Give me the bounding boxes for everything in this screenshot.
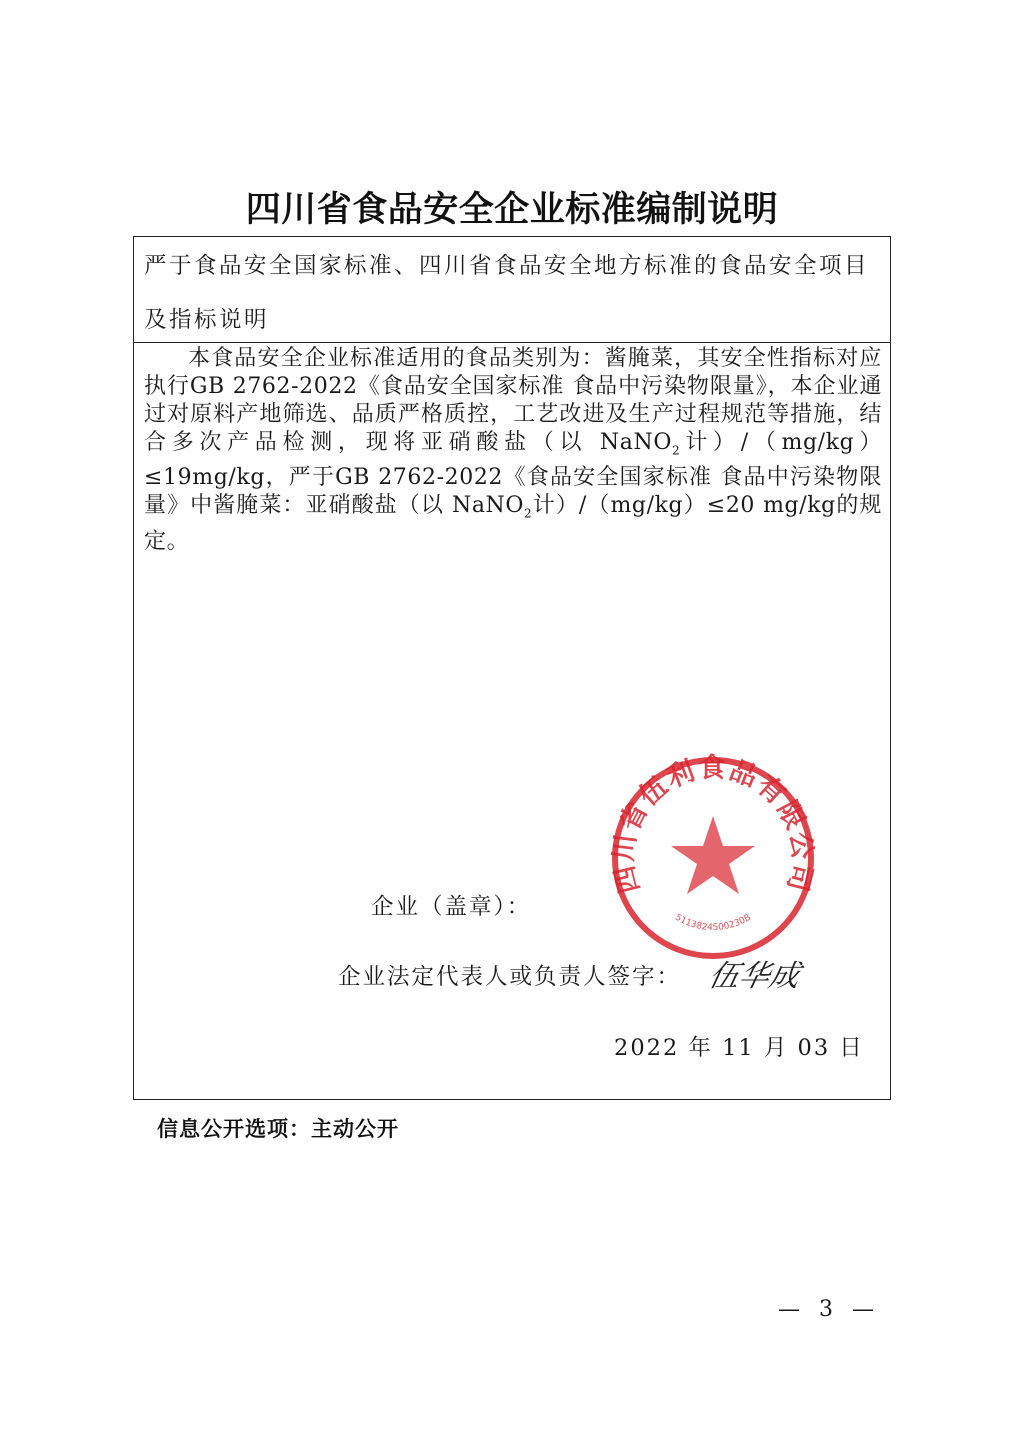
seal-label: 企业（盖章）：	[371, 894, 532, 920]
table-body-cell	[144, 345, 882, 556]
seal-code-text: 5113824500230B	[673, 912, 753, 934]
subscript: 2	[524, 506, 533, 521]
body-text-part1: 本食品安全企业标准适用的食品类别为：酱腌菜，其安全性指标对应执行GB 2762-2022《食品安全国家标准 食品中污染物限量》，本企业通过对原料产地筛选、品质严格质控，工艺改进及生产过程规范等措施，结合多次产品检测，现将亚硝酸盐（以 NaNO	[144, 346, 882, 455]
page-number: — 3 —	[778, 1297, 880, 1322]
subscript: 2	[671, 443, 681, 458]
seal-name-text: 四川省伍利食品有限公司	[608, 753, 818, 897]
company-seal-icon	[607, 752, 819, 964]
handwritten-signature: 伍华成	[705, 959, 803, 994]
info-disclosure: 信息公开选项：主动公开	[157, 1117, 399, 1141]
explanation-table	[133, 236, 891, 1100]
body-text-part3: 计）/（mg/kg）≤20 mg/kg的规定。	[144, 493, 882, 554]
document-date: 2022 年 11 月 03 日	[614, 1035, 864, 1061]
page-title: 四川省食品安全企业标准编制说明	[245, 190, 779, 230]
seal-star-icon	[671, 816, 755, 894]
body-paragraph	[144, 345, 882, 556]
table-header-cell: 严于食品安全国家标准、四川省食品安全地方标准的食品安全项目及指标说明	[134, 237, 890, 343]
body-text-part2: 计）/（mg/kg）≤19mg/kg，严于GB 2762-2022《食品安全国家标准 食品中污染物限量》中酱腌菜：亚硝酸盐（以 NaNO	[144, 430, 883, 519]
signature-label: 企业法定代表人或负责人签字：	[338, 964, 682, 990]
